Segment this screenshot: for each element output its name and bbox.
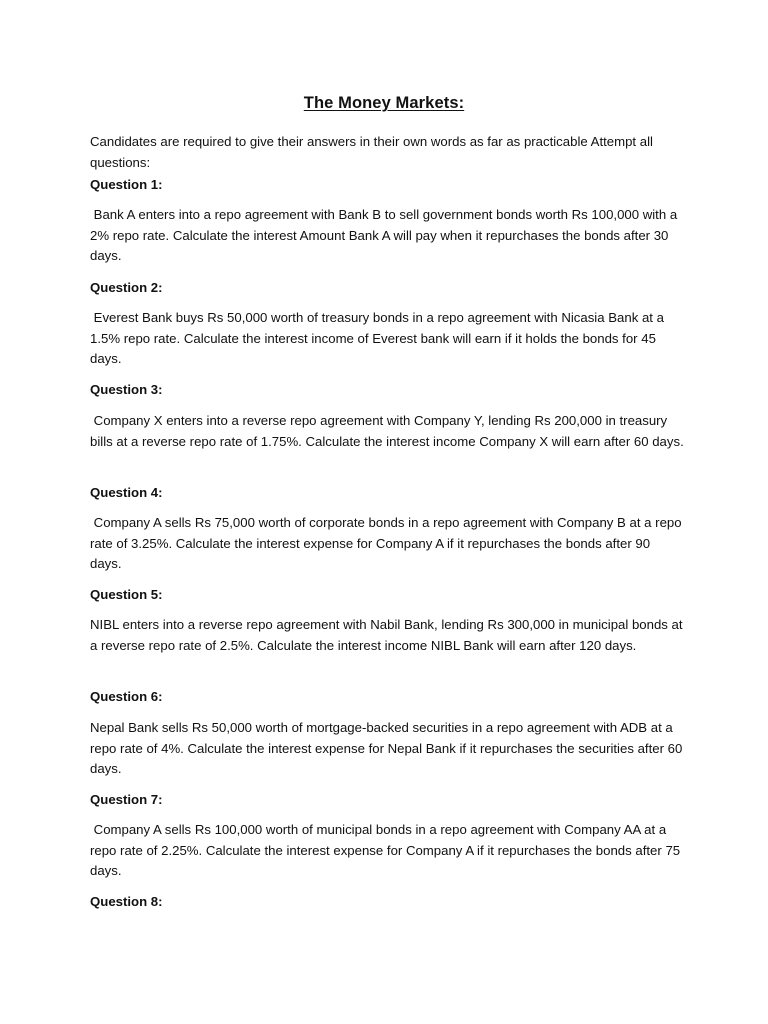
question-8-heading: Question 8: [90, 894, 163, 909]
question-4-text: Company A sells Rs 75,000 worth of corporate bonds in a repo agreement with Company B at a repo rate of 3.25%. Calculate the interest expense for Company A if it repurchases the bonds after 90 days. [90, 515, 682, 571]
question-7-heading: Question 7: [90, 792, 163, 807]
question-6-text: Nepal Bank sells Rs 50,000 worth of mortgage-backed securities in a repo agreement with ADB at a repo rate of 4%. Calculate the interest expense for Nepal Bank if it repurchases the securities after 60 days. [90, 720, 683, 776]
question-4-heading: Question 4: [90, 485, 163, 500]
instructions-text: Candidates are required to give their answers in their own words as far as practicable Attempt all questions: [90, 134, 653, 170]
question-1-heading: Question 1: [90, 177, 163, 192]
question-1-text: Bank A enters into a repo agreement with Bank B to sell government bonds worth Rs 100,000 with a 2% repo rate. Calculate the interest Amount Bank A will pay when it repurchases the bonds after 30 days. [90, 207, 678, 263]
question-2-text: Everest Bank buys Rs 50,000 worth of treasury bonds in a repo agreement with Nicasia Bank at a 1.5% repo rate. Calculate the interest income of Everest bank will earn if it holds the bonds for 45 days. [90, 310, 664, 366]
question-3-text: Company X enters into a reverse repo agreement with Company Y, lending Rs 200,000 in treasury bills at a reverse repo rate of 1.75%. Calculate the interest income Company X will earn after 60 days. [90, 413, 684, 449]
question-6-heading: Question 6: [90, 689, 163, 704]
question-5-text: NIBL enters into a reverse repo agreement with Nabil Bank, lending Rs 300,000 in municipal bonds at a reverse repo rate of 2.5%. Calculate the interest income NIBL Bank will earn after 120 days. [90, 617, 683, 653]
question-2-heading: Question 2: [90, 280, 163, 295]
question-3-heading: Question 3: [90, 382, 163, 397]
question-7-text: Company A sells Rs 100,000 worth of municipal bonds in a repo agreement with Company AA at a repo rate of 2.25%. Calculate the interest expense for Company A if it repurchases the bonds after 75 days. [90, 822, 681, 878]
page-title: The Money Markets: [303, 94, 465, 112]
question-5-heading: Question 5: [90, 587, 163, 602]
